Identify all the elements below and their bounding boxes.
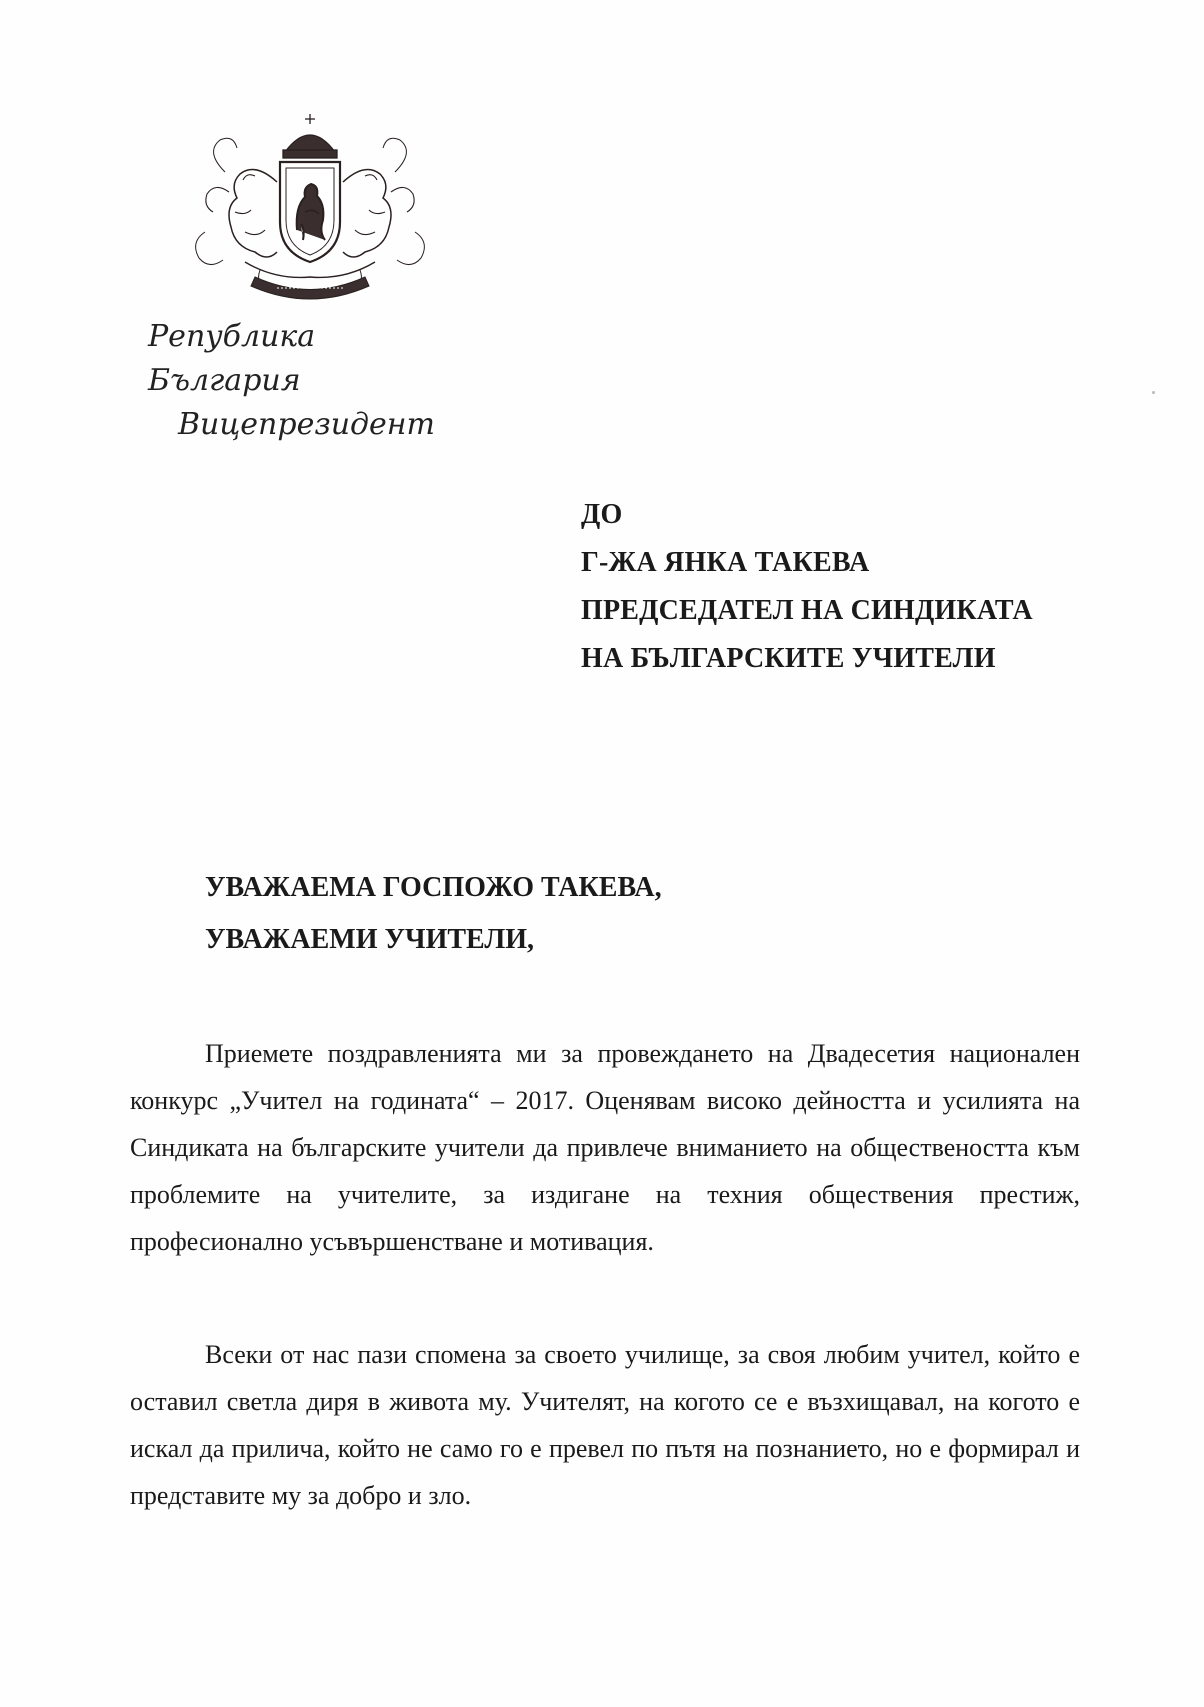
addressee-block <box>581 491 1033 683</box>
paper-speck <box>1152 391 1155 394</box>
addressee-line: ПРЕДСЕДАТЕЛ НА СИНДИКАТА <box>581 595 1033 626</box>
salutation-line: УВАЖАЕМИ УЧИТЕЛИ, <box>205 924 534 955</box>
addressee-line: ДО <box>581 499 623 530</box>
body-paragraph: Всеки от нас пази спомена за своето училище, за своя любим учител, който е оставил светла диря в живота му. Учителят, на когото се е възхищавал, на когото е искал да прилича, който не само го е превел по пътя на познанието, но е формирал и представите му за добро и зло. <box>130 1340 1080 1510</box>
body-paragraph: Приемете поздравленията ми за провеждането на Двадесетия национален конкурс „Учител на годината“ – 2017. Оценявам високо дейността и усилията на Синдиката на българските учители да привлече вниманието на обществеността към проблемите на учителите, за издигане на техния обществения престиж, професионално усъвършенстване и мотивация. <box>130 1039 1080 1256</box>
issuer-block <box>140 315 460 447</box>
coat-of-arms-emblem <box>185 112 435 302</box>
issuer-office: Вицепрезидент <box>178 407 435 442</box>
salutation-line: УВАЖАЕМА ГОСПОЖО ТАКЕВА, <box>205 872 662 903</box>
addressee-line: НА БЪЛГАРСКИТЕ УЧИТЕЛИ <box>581 643 996 674</box>
addressee-line: Г-ЖА ЯНКА ТАКЕВА <box>581 547 870 578</box>
salutation-block <box>205 862 662 966</box>
issuer-country: Република България <box>148 319 316 398</box>
